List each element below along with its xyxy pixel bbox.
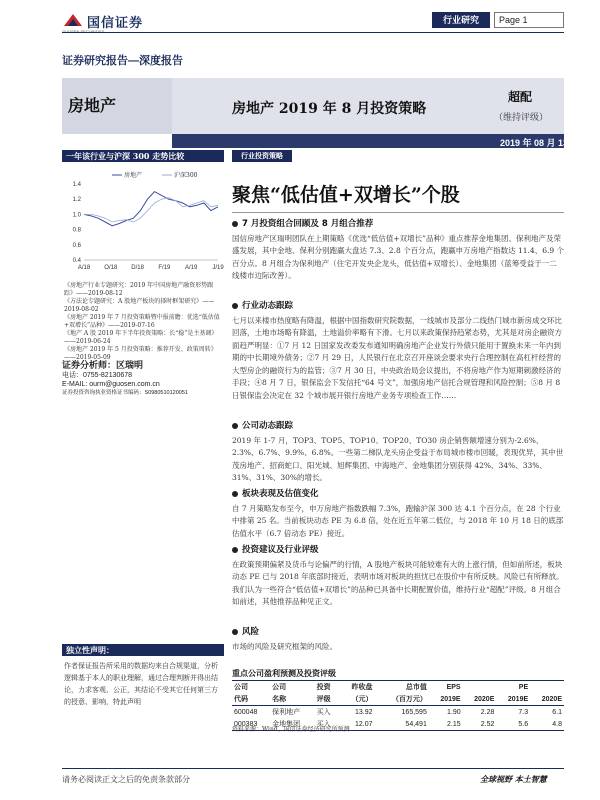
company-logo [62,10,143,32]
table-cell: 13.92 [355,708,373,716]
report-type: 证券研究报告—深度报告 [62,55,183,67]
table-header-cell: 昨收盘 [340,681,375,694]
bullet-icon [232,629,238,635]
table-header-cell: 代码 [232,693,270,706]
y-tick-label: 0.8 [72,227,81,234]
section-body: 2019 年 1-7 月，TOP3、TOP5、TOP10、TOP20、TO30 房企销售额增速分别为-2.6%、2.3%、6.7%、9.9%、6.8%。一些第二梯队龙头房企受益于布局城市楼市回暖，表现优异，其中世茂房地产、招商蛇口、阳光城、旭辉集团、中海地产、金地集团分别获得 42%、34%、33%、31%、31%、30%的增长。 [232,435,564,482]
section-valuation [232,488,564,540]
disclaimer-note: 请务必阅读正文之后的免责条款部分 [62,775,190,784]
report-category-tag: 行业研究 [432,12,490,28]
section-industry [232,300,564,402]
section-heading: 7 月投资组合回顾及 8 月组合推荐 [242,219,374,229]
table-header-cell: PE [496,681,530,694]
table-header-row [232,681,564,694]
footer-divider [62,768,564,769]
table-cell: 12.07 [340,718,375,731]
table-header-cell: EPS [429,681,463,694]
table-header-cell: 名称 [270,693,315,706]
section-body: 自 7 月策略发布至今，申万房地产指数跌幅 7.3%，跑输沪深 300 达 4.1 个百分点，在 28 个行业中排第 25 名。当前板块动态 PE 为 6.8 倍，处在近五年第二低位，与 2018 年 10 月 18 日的底部估值水平（6.7 倍动态 PE）接近。 [232,503,564,538]
table-row [232,706,564,719]
table-header-cell [530,681,564,694]
performance-chart [62,168,224,276]
table-cell: 4.8 [530,718,564,731]
table-header-cell: 投资 [315,681,340,694]
table-cell: 6.1 [552,708,562,716]
table-cell: 165,595 [401,708,427,716]
logo-icon [62,12,84,30]
series-line [84,198,218,222]
series-line [84,192,218,226]
bullet-icon [232,423,238,429]
bullet-icon [232,491,238,497]
bullet-icon [232,303,238,309]
legend-label: 沪深300 [174,172,198,179]
table-cell: 000383 [232,718,270,731]
section-recommendation [232,544,564,609]
y-tick-label: 0.4 [72,258,81,264]
table-source: 资料来源：Wind、国信证券经济研究所预测 [232,726,350,733]
y-tick-label: 1.2 [72,197,81,204]
section-body: 市场的风险及研究框架的风险。 [232,641,337,651]
related-report-item: 《房地产 2019 年 5 月投资策略：推荐开发、政策周转》——2019-05-09 [64,346,217,361]
table-header-cell: 公司 [270,681,315,694]
x-tick-label: A/18 [77,265,91,271]
section-heading: 行业动态跟踪 [242,301,294,311]
independence-heading: 独立性声明： [62,644,224,656]
chart-svg [62,168,224,276]
x-tick-label: O/18 [104,265,118,271]
table-cell: 2.52 [463,718,497,731]
section-heading: 投资建议及行业评级 [242,545,319,555]
table-header-cell: 2019E [429,693,463,706]
chart-heading: 一年该行业与沪深 300 走势比较 [62,150,224,162]
table-header-cell: （元） [340,693,375,706]
table-cell: 买入 [316,709,331,716]
x-tick-label: J/19 [212,265,224,271]
y-tick-label: 1.0 [72,212,81,219]
table-cell: 金地集团 [270,718,315,731]
analyst-email: E-MAIL: ourm@guosen.com.cn [62,381,160,388]
x-tick-label: F/19 [158,265,171,271]
rating: 超配 [508,90,533,104]
table-header-cell: 2020E [530,693,564,706]
section-company [232,420,564,485]
table-cell: 7.3 [518,708,529,716]
table-title: 重点公司盈利预测及投资评级 [232,668,336,678]
related-report-item: 《方法论专题研究：A 股地产板块的择时框架研究》——2019-08-02 [64,298,215,313]
independence-text: 作者保证报告所采用的数据均来自合规渠道，分析逻辑基于本人的职业理解，通过合理判断并得出结论，力求客观、公正，其结论不受其它任何第三方的授意、影响，特此声明 [64,662,218,706]
analyst-label: 证券分析师： [62,361,117,371]
table-cell: 2.28 [480,708,495,716]
bullet-icon [232,547,238,553]
logo-text: 国信证券 [87,15,144,31]
analyst-info [62,362,224,398]
table-header-cell [463,681,497,694]
section-body: 国信房地产区瑞明团队在上期策略《优选“低估值+双增长”品种》重点推荐金地集团、保利地产及荣盛发展，其中金地、保利分别跑赢大盘达 7.3、2.8 个百分点，跑赢申万房地产指数达 11.4、6.9 个百分点。8 月组合为保利地产（住宅开发央企龙头，低估值+双增长）、金地集团（蓝筹受益于一二线楼市边际改善）。 [232,233,565,280]
related-reports [64,282,222,362]
bullet-icon [232,221,238,227]
section-body: 七月以来楼市热度略有降温，根据中国指数研究院数据，一线城市及部分二线热门城市新房成交环比回落，土地市场略有降温，土地溢价率略有下滑。七月以来政策保持趋紧态势，尤其是对房企融资方面趋严明显：①7 月 12 日国家发改委发布通知明确房地产企业发行外债只能用于置换未来一年内到期的中长期境外债务；②7 月 29 日，人民银行在北京召开座谈会要求央行合理控制在高杠杆经营的大型房企的融资行为的监管；③7 月 30 日，中央政治局会议提出，不将房地产作为短期刺激经济的手段；④8 月 7 日，银保监会下发信托“64 号文”，加强房地产信托合规管理和风险控制；⑤8 月 8 日银保监会决定在 32 个城市展开银行房地产业务专项检查工作…… [232,315,562,400]
section-heading: 公司动态跟踪 [242,421,294,431]
table-header-cell: 2020E [463,693,497,706]
table-header-cell: （百万元） [375,693,429,706]
table-header-row [232,693,564,706]
section-body: 在政策预期偏紧及货币与论偏严的行情，A 股地产板块可能较难有大的上涨行情，但如前所述，板块动态 PE 已与 2018 年底部时接近，表明市场对板块的担忧已在股价中有所反映。风险已有所释放。我们认为一些符合“低估值+双增长”的品种已具备中长期配置价值，维持行业“超配”评级。8 月组合如前述，其他推荐品种见正文。 [232,559,564,606]
table-header-cell: 评级 [315,693,340,706]
x-tick-label: D/18 [131,265,144,271]
related-report-item: 《房地产 2019 年 7 月投资策略暨中报前瞻：优选“低估值+双增长”品种》——2019-07-16 [64,314,220,329]
headline-divider [232,212,564,213]
report-title: 房地产 2019 年 8 月投资策略 [232,101,427,117]
table-cell: 买入 [315,718,340,731]
related-report-item: 《地产 A 股 2019 年下半年投资策略：长“稳”是主基调》——2019-06-24 [64,330,218,345]
page-number: Page 1 [494,12,564,28]
strategy-tag: 行业投资策略 [232,150,292,162]
headline: 聚焦“低估值+双增长”个股 [232,184,460,206]
table-cell: 2.15 [429,718,463,731]
header-divider [62,32,564,33]
x-tick-label: A/19 [185,265,198,271]
table-cell: 5.6 [496,718,530,731]
table-cell: 保利地产 [272,709,301,716]
table-cell: 1.90 [446,708,461,716]
analyst-phone: 电话：0755-82130678 [62,372,133,379]
report-date: 2019 年 08 月 13 日 [500,138,580,148]
section-heading: 风险 [242,627,260,637]
legend-label: 房地产 [124,172,143,179]
table-cell: 54,491 [375,718,429,731]
table-header-cell: 公司 [232,681,270,694]
table-cell: 600048 [234,708,258,716]
y-tick-label: 0.6 [72,242,81,249]
section-heading: 板块表现及估值变化 [242,489,319,499]
analyst-license: 证券投资咨询执业资格证书编码：S0980510120051 [62,390,188,396]
slogan: 全球视野 本土智慧 [480,774,547,784]
table-header-cell: 总市值 [375,681,429,694]
section-risk [232,626,564,653]
y-tick-label: 1.4 [72,182,81,188]
rating-note: （维持评级） [494,113,549,123]
sector-label: 房地产 [68,96,117,115]
section-portfolio [232,218,564,283]
analyst-name: 区瑞明 [116,361,144,371]
table-header-cell: 2019E [496,693,530,706]
related-report-item: 《房地产行业专题研究：2019 年中国房地产融资形势跟踪》——2019-08-12 [64,282,214,297]
